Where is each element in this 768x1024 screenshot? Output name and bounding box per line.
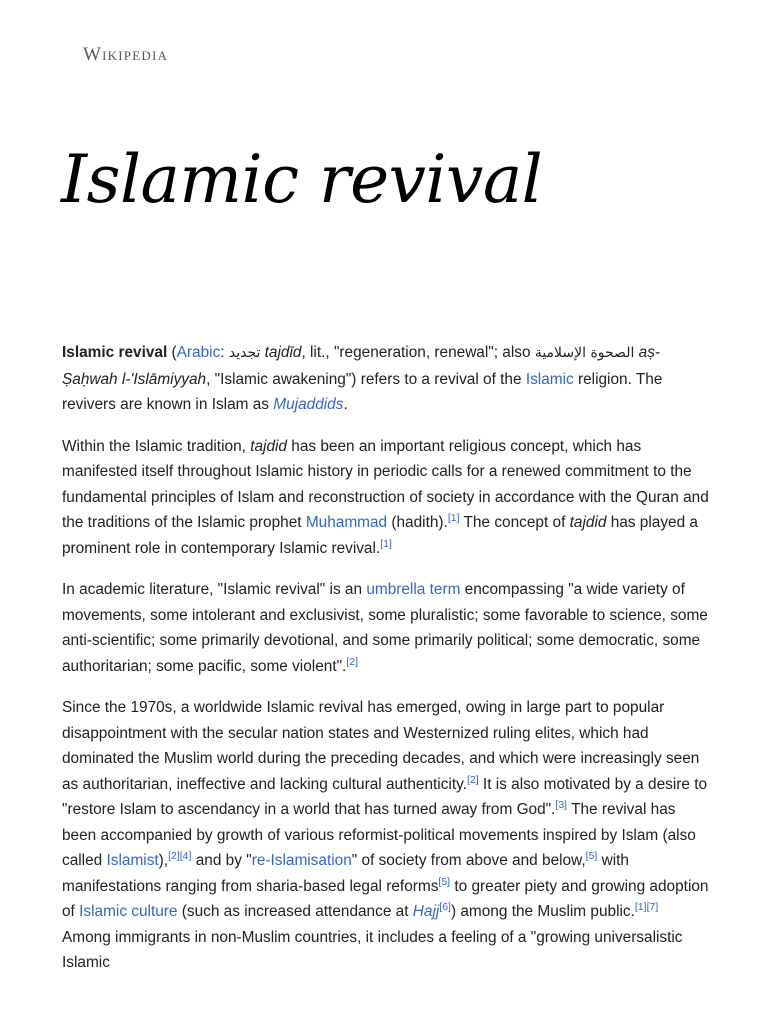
text-run: (such as increased attendance at bbox=[177, 903, 413, 920]
text-run: Within the Islamic tradition, bbox=[62, 437, 251, 455]
citation-ref[interactable]: [1] bbox=[447, 512, 460, 524]
text-run: and by " bbox=[191, 852, 252, 869]
text-run: : bbox=[220, 344, 229, 361]
text-run: has played a prominent role in contemporary Islamic revival. bbox=[62, 514, 698, 557]
text-run: ) among the Muslim public. bbox=[450, 903, 635, 920]
text-run: ), bbox=[158, 852, 169, 869]
text-run: The concept of bbox=[459, 514, 570, 531]
citation-ref[interactable]: [5] bbox=[585, 850, 598, 862]
text-run: It is also motivated by a desire to "restore Islam to ascendancy in a world that has turned away from God". bbox=[62, 775, 708, 818]
paragraph-academic bbox=[62, 577, 710, 679]
term-tajdid: tajdid bbox=[250, 437, 287, 455]
link-islamic-culture[interactable]: Islamic culture bbox=[79, 903, 178, 920]
bold-term: Islamic revival bbox=[62, 344, 168, 361]
arabic-phrase: الصحوة الإسلامية bbox=[534, 345, 635, 361]
text-run: ( bbox=[167, 344, 177, 361]
article-body bbox=[62, 340, 710, 992]
text-run: , "Islamic awakening") refers to a revival of the bbox=[206, 370, 526, 388]
citation-ref[interactable]: [5] bbox=[438, 875, 451, 888]
transliteration-2: aṣ-Ṣaḥwah l-'Islāmiyyah bbox=[62, 344, 661, 388]
link-arabic[interactable]: Arabic bbox=[176, 344, 221, 361]
paragraph-tradition bbox=[62, 434, 710, 562]
link-hajj[interactable] bbox=[413, 903, 440, 920]
text-run: (hadith). bbox=[387, 514, 448, 531]
text-run: with manifestations ranging from sharia-based legal reforms bbox=[62, 852, 629, 895]
link-umbrella-term[interactable]: umbrella term bbox=[366, 581, 461, 598]
text-run: religion. The revivers are known in Islam as bbox=[62, 370, 663, 413]
text-run: " of society from above and below, bbox=[351, 852, 586, 869]
paragraph-intro bbox=[62, 340, 710, 418]
citation-ref[interactable]: [2] bbox=[466, 773, 479, 786]
link-hajj-text: Hajj bbox=[412, 903, 440, 920]
term-tajdid: tajdid bbox=[569, 514, 607, 531]
link-islamic[interactable]: Islamic bbox=[525, 370, 574, 388]
text-run: to greater piety and growing adoption of bbox=[62, 877, 709, 920]
transliteration: tajdīd bbox=[264, 344, 302, 361]
citation-ref[interactable]: [1][7] bbox=[634, 901, 659, 913]
text-run: , lit., "regeneration, renewal"; also bbox=[301, 344, 535, 361]
paragraph-1970s bbox=[62, 695, 710, 976]
citation-ref[interactable]: [3] bbox=[555, 799, 568, 811]
citation-ref[interactable]: [2][4] bbox=[168, 850, 192, 862]
text-run: The revival has been accompanied by growth of various reformist-political movements inspired by Islam (also called bbox=[62, 801, 696, 869]
citation-ref[interactable]: [2] bbox=[346, 655, 359, 668]
citation-ref[interactable]: [6] bbox=[439, 901, 451, 913]
text-run: Since the 1970s, a worldwide Islamic revival has emerged, owing in large part to popular disappointment with the secular nation states and Westernized ruling elites, which had dominated the Muslim world during the preceding decades, and which were increasingly seen as authoritarian, ineffective and lacking cultural authenticity. bbox=[62, 699, 700, 793]
arabic-word: تجديد bbox=[228, 345, 261, 361]
text-run: has been an important religious concept, which has manifested itself throughout Islamic history in periodic calls for a renewed commitment to the fundamental principles of Islam and reconstruction of society in accordance with the Quran and the traditions of the Islamic prophet bbox=[62, 437, 709, 531]
link-islamist[interactable]: Islamist bbox=[106, 852, 159, 869]
text-run: Among immigrants in non-Muslim countries, it includes a feeling of a "growing universalistic Islamic bbox=[62, 928, 683, 971]
text-run: encompassing "a wide variety of movements, some intolerant and exclusivist, some pluralistic; some favorable to science, some anti-scientific; some primarily devotional, and some primarily political; some democratic, some authoritarian; some pacific, some violent". bbox=[62, 581, 708, 675]
page-title: Islamic revival bbox=[61, 141, 543, 218]
link-mujaddids[interactable] bbox=[273, 396, 343, 413]
text-run: . bbox=[343, 396, 348, 413]
link-re-islamisation[interactable]: re-Islamisation bbox=[251, 852, 352, 869]
citation-ref[interactable]: [1] bbox=[380, 537, 392, 550]
wikipedia-logo[interactable]: Wikipedia bbox=[83, 44, 169, 65]
text-run: In academic literature, "Islamic revival" is an bbox=[62, 581, 367, 598]
link-muhammad[interactable]: Muhammad bbox=[305, 514, 388, 531]
link-mujaddids-text: Mujaddids bbox=[273, 396, 344, 413]
